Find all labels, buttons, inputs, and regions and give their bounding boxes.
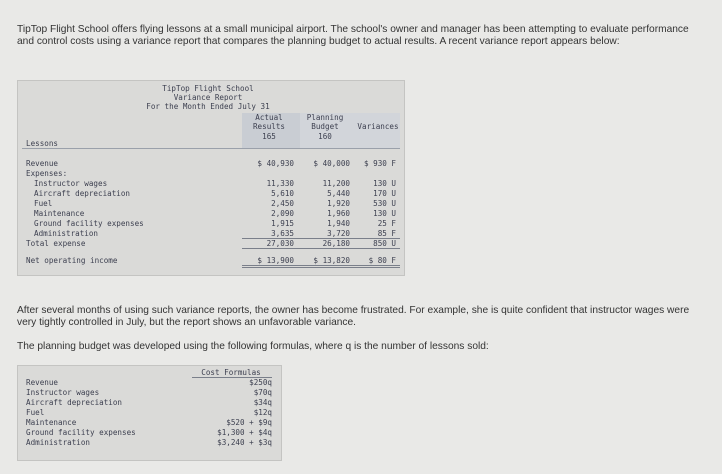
report-cell-actual: 2,450 [271,199,294,208]
formula-row [26,388,276,398]
lessons-actual: 165 [262,132,276,141]
formula-value: $250q [249,378,272,387]
report-cell-actual: $ 13,900 [257,256,294,265]
report-row-label: Net operating income [26,256,118,265]
formula-label: Maintenance [26,418,77,427]
formula-label: Fuel [26,408,45,417]
report-row-label: Aircraft depreciation [34,189,131,198]
report-row-label: Ground facility expenses [34,219,144,228]
col-planning-2: Budget [311,122,339,131]
report-row-label: Total expense [26,239,86,248]
total-rule [242,267,400,268]
formula-label: Ground facility expenses [26,428,136,437]
report-cell-actual: 5,610 [271,189,294,198]
report-cell-variance: 130 U [373,209,396,218]
formula-row [26,428,276,438]
cost-formulas-table [17,365,282,461]
report-cell-planning: $ 40,000 [313,159,350,168]
paragraph-formulas-intro: The planning budget was developed using the following formulas, where q is the number of lessons sold: [17,341,489,352]
formula-value: $3,240 + $3q [217,438,272,447]
report-cell-actual: 1,915 [271,219,294,228]
col-planning-1: Planning [306,113,344,122]
cost-formulas-header: Cost Formulas [201,368,261,377]
formula-row [26,418,276,428]
formula-value: $1,300 + $4q [217,428,272,437]
report-cell-variance: 25 F [377,219,396,228]
report-cell-variance: 530 U [373,199,396,208]
report-cell-variance: 170 U [373,189,396,198]
report-cell-variance: $ 80 F [368,256,396,265]
report-cell-planning: 1,940 [327,219,350,228]
report-cell-actual: 3,635 [271,229,294,238]
report-cell-variance: 850 U [373,239,396,248]
report-cell-planning: $ 13,820 [313,256,350,265]
formula-row [26,398,276,408]
report-cell-actual: 27,030 [266,239,294,248]
report-cell-planning: 5,440 [327,189,350,198]
total-rule [242,265,400,266]
report-row-label: Revenue [26,159,59,168]
report-cell-variance: $ 930 F [363,159,396,168]
lessons-planning: 160 [318,132,332,141]
formula-label: Revenue [26,378,59,387]
header-rule [22,148,400,149]
report-row-label: Instructor wages [34,179,108,188]
formula-label: Instructor wages [26,388,100,397]
lessons-label: Lessons [26,139,59,148]
report-cell-variance: 130 U [373,179,396,188]
formula-value: $70q [253,388,272,397]
report-row-label: Administration [34,229,99,238]
report-period: For the Month Ended July 31 [146,102,270,111]
total-rule [242,248,400,249]
formula-value: $12q [253,408,272,417]
col-actual-1: Actual [255,113,283,122]
report-subtitle: Variance Report [173,93,243,102]
report-cell-planning: 26,180 [322,239,350,248]
report-cell-actual: $ 40,930 [257,159,294,168]
report-cell-planning: 11,200 [322,179,350,188]
formula-row [26,438,276,448]
paragraph-frustration: After several months of using such variance reports, the owner has become frustrated. For example, she is quite confident that instructor wages were very tightly controlled in July, but the report shows an unfavorable variance. [17,305,690,328]
formula-value: $34q [253,398,272,407]
report-cell-planning: 1,960 [327,209,350,218]
report-row-label: Expenses: [26,169,68,178]
report-title: TipTop Flight School [162,84,254,93]
report-cell-planning: 1,920 [327,199,350,208]
formula-row [26,378,276,388]
report-cell-actual: 2,090 [271,209,294,218]
report-cell-actual: 11,330 [266,179,294,188]
intro-paragraph: TipTop Flight School offers flying lessons at a small municipal airport. The school's owner and manager has been attempting to evaluate performance and control costs using a variance report that compares the planning budget to actual results. A recent variance report appears below: [17,24,689,47]
report-row-label: Maintenance [34,209,85,218]
formula-label: Administration [26,438,91,447]
formula-row [26,408,276,418]
report-row-label: Fuel [34,199,53,208]
col-actual-2: Results [252,122,285,131]
formula-value: $520 + $9q [226,418,272,427]
col-variances: Variances [357,122,399,131]
total-rule [242,238,400,239]
variance-report [17,80,405,276]
report-cell-planning: 3,720 [327,229,350,238]
formula-label: Aircraft depreciation [26,398,123,407]
report-cell-variance: 85 F [377,229,396,238]
